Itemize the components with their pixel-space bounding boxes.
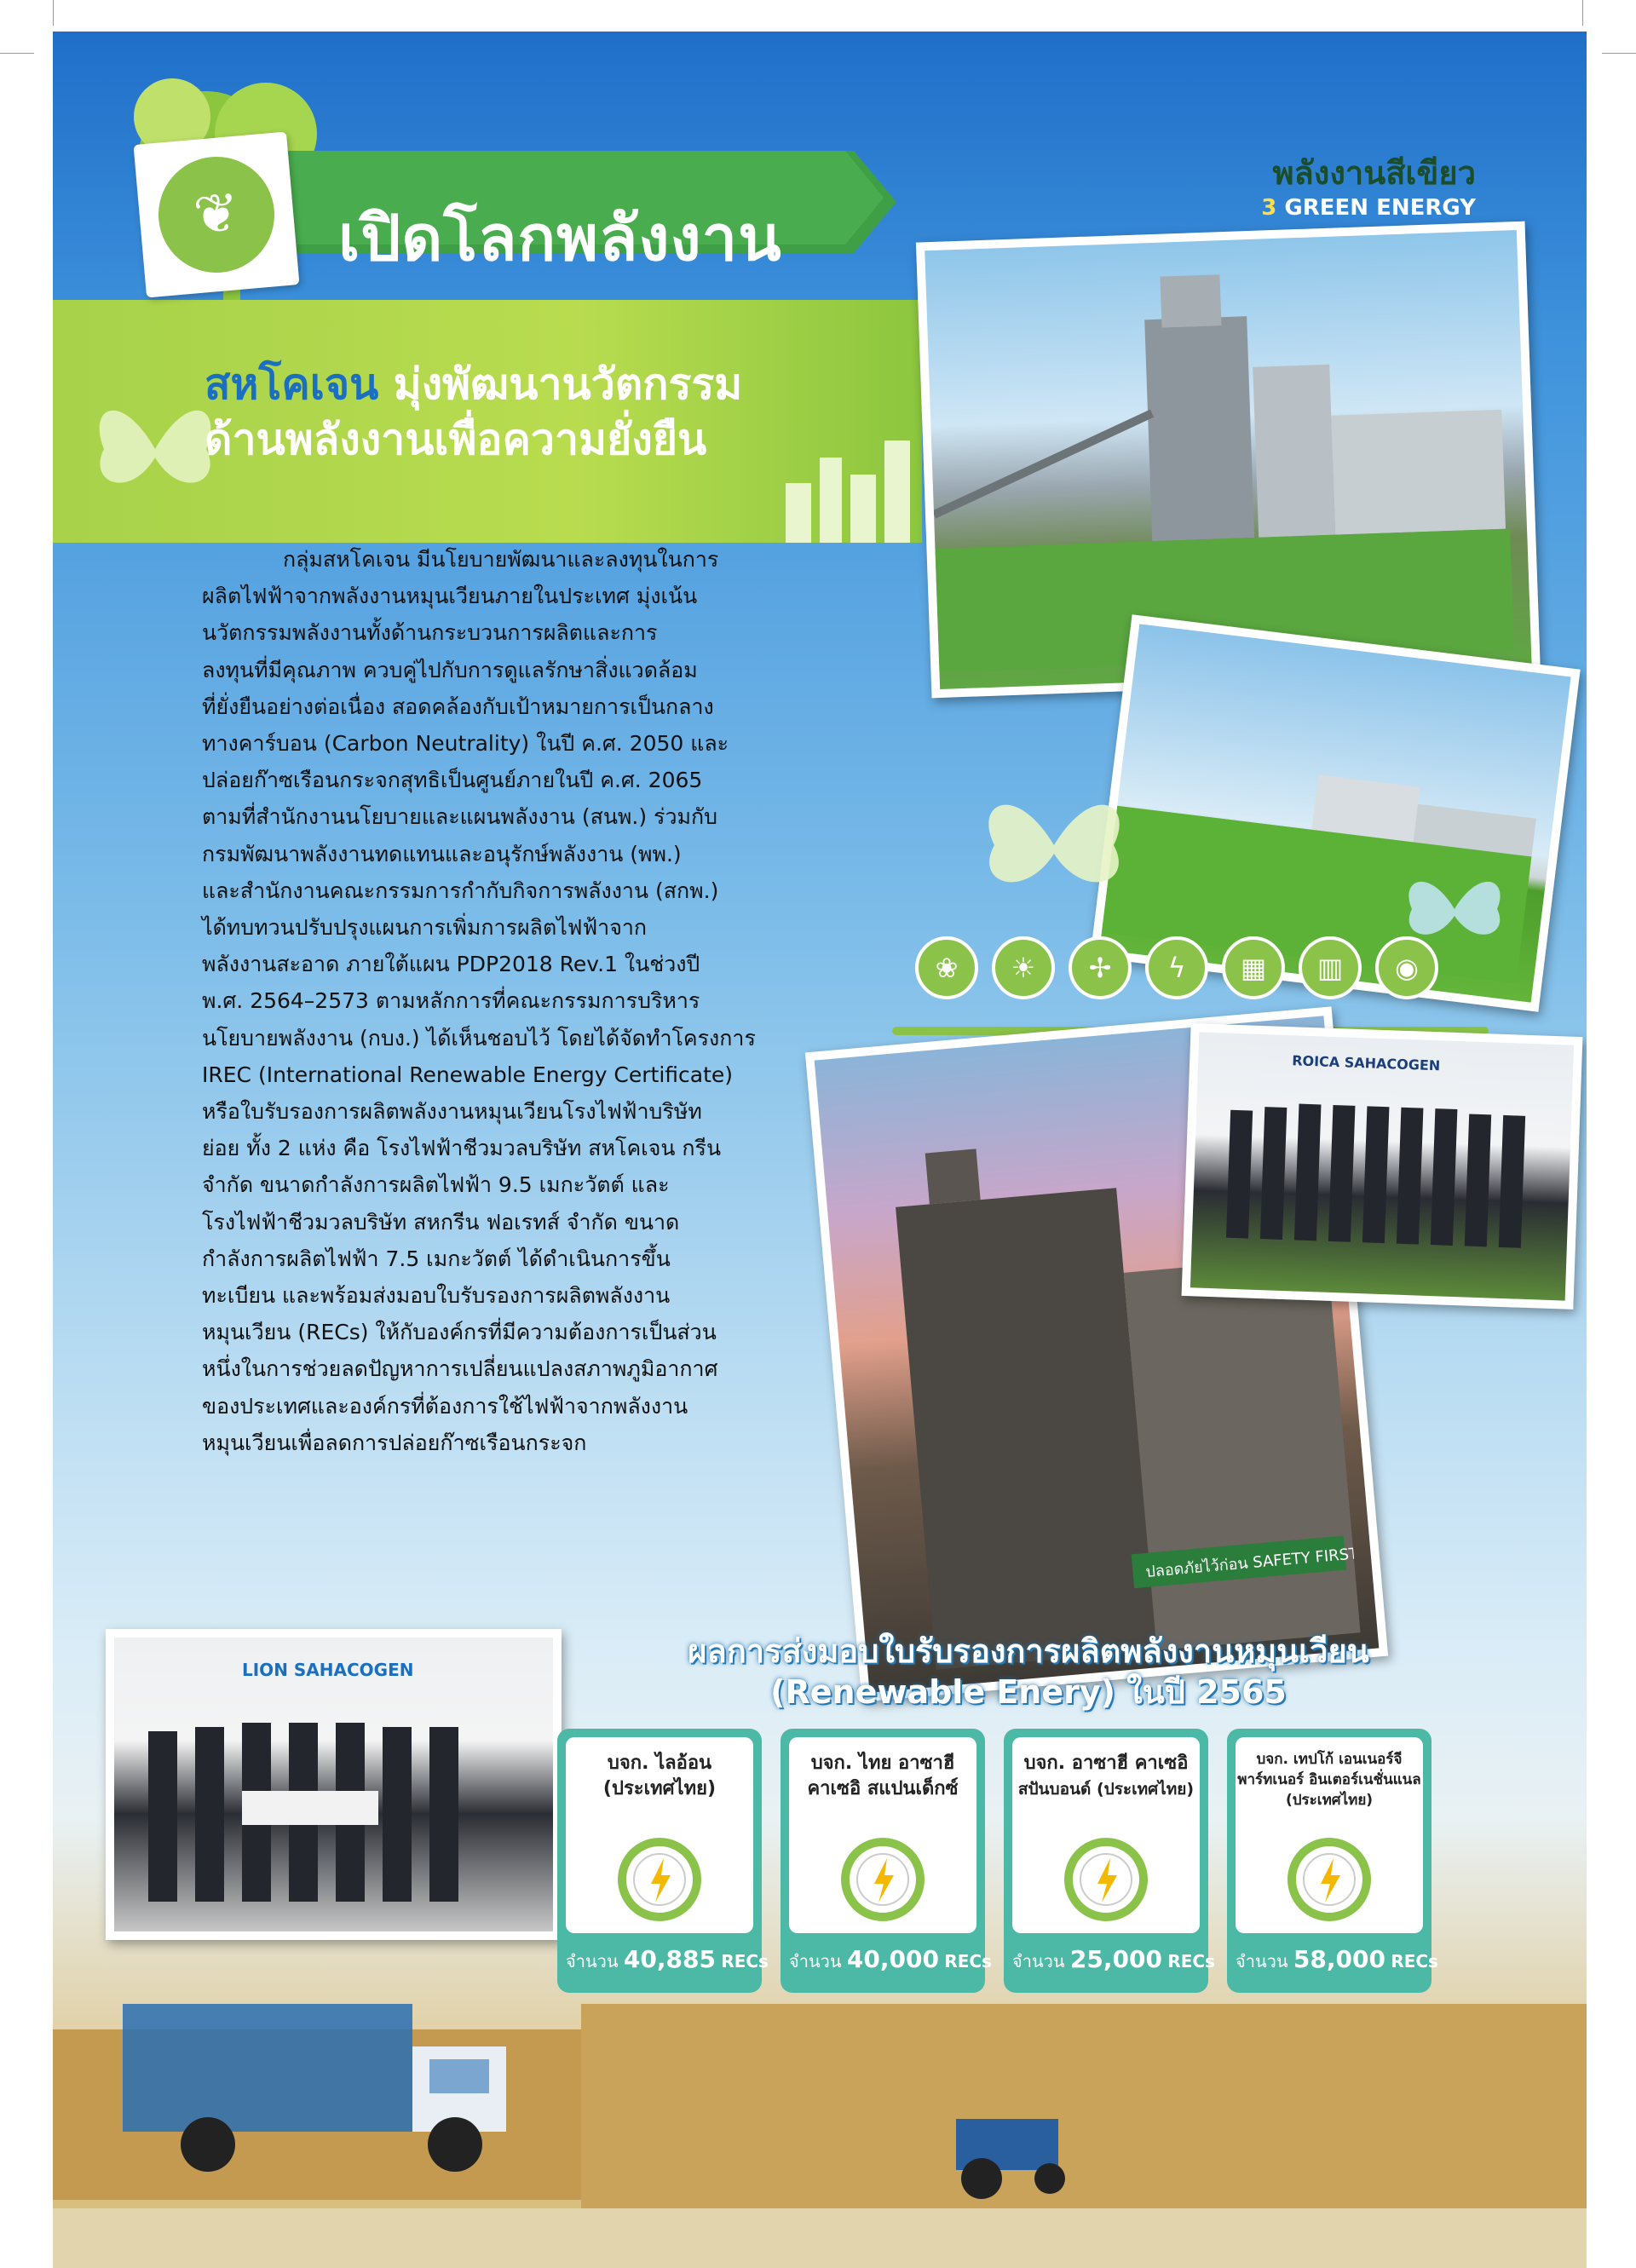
truck-illustration bbox=[106, 1953, 634, 2208]
headline-line-2: ด้านพลังงานเพื่อความยั่งยืน bbox=[204, 415, 707, 464]
section-label bbox=[1161, 147, 1476, 221]
article-body bbox=[202, 541, 850, 1461]
body-line: และสำนักงานคณะกรรมการกำกับกิจการพลังงาน (สกพ.) bbox=[202, 878, 719, 903]
body-line: พลังงานสะอาด ภายใต้แผน PDP2018 Rev.1 ในช่วงปี bbox=[202, 952, 700, 977]
sun-icon: ☀ bbox=[992, 936, 1055, 999]
rec-count: จำนวน 40,000 RECs bbox=[789, 1945, 992, 1973]
renewable-energy-icon bbox=[613, 1833, 706, 1926]
body-line: ปล่อยก๊าซเรือนกระจกสุทธิเป็นศูนย์ภายในปี ค.ศ. 2065 bbox=[202, 768, 703, 793]
brand-name: สหโคเจน bbox=[204, 360, 379, 409]
results-title-line-1: ผลการส่งมอบใบรับรองการผลิตพลังงานหมุนเวียน bbox=[688, 1632, 1369, 1670]
section-title-en: 3 GREEN ENERGY bbox=[1261, 195, 1476, 221]
section-logo bbox=[133, 131, 299, 297]
crop-mark bbox=[1602, 53, 1636, 54]
company-name: บจก. ไลอ้อน (ประเทศไทย) bbox=[602, 1753, 717, 1799]
crop-mark bbox=[53, 0, 54, 26]
body-line: กลุ่มสหโคเจน มีนโยบายพัฒนาและลงทุนในการ bbox=[283, 547, 719, 572]
tractor-illustration bbox=[930, 2076, 1101, 2204]
body-line: หมุนเวียนเพื่อลดการปล่อยก๊าซเรือนกระจก bbox=[202, 1430, 587, 1455]
body-line: ที่ยั่งยืนอย่างต่อเนื่อง สอดคล้องกับเป้าหมายการเป็นกลาง bbox=[202, 694, 714, 719]
body-line: ได้ทบทวนปรับปรุงแผนการเพิ่มการผลิตไฟฟ้าจาก bbox=[202, 915, 648, 941]
solar-panel-icon: ▦ bbox=[1222, 936, 1285, 999]
body-line: IREC (International Renewable Energy Certificate) bbox=[202, 1062, 734, 1087]
body-line: หรือใบรับรองการผลิตพลังงานหมุนเวียนโรงไฟฟ้าบริษัท bbox=[202, 1099, 702, 1125]
company-name: บจก. เทปโก้ เอนเนอร์จี พาร์ทเนอร์ อินเตอร์เนชั่นแนล (ประเทศไทย) bbox=[1237, 1751, 1421, 1809]
safety-sign: ปลอดภัยไว้ก่อน SAFETY FIRST bbox=[1144, 1545, 1359, 1581]
body-line: ย่อย ทั้ง 2 แห่ง คือ โรงไฟฟ้าชีวมวลบริษัท สหโคเจน กรีน bbox=[202, 1136, 722, 1161]
body-line: พ.ศ. 2564–2573 ตามหลักการที่คณะกรรมการบริหาร bbox=[202, 988, 700, 1014]
body-line: กำลังการผลิตไฟฟ้า 7.5 เมกะวัตต์ ได้ดำเนินการขึ้น bbox=[202, 1246, 671, 1271]
company-name: บจก. อาซาฮี คาเซอิ สปันบอนด์ (ประเทศไทย) bbox=[1017, 1753, 1195, 1799]
results-title-line-2: (Renewable Enery) ในปี 2565 bbox=[770, 1673, 1287, 1711]
rec-count: จำนวน 25,000 RECs bbox=[1012, 1945, 1215, 1973]
renewable-energy-icon bbox=[1059, 1833, 1153, 1926]
headline-text: มุ่งพัฒนานวัตกรรม bbox=[393, 360, 743, 409]
renewable-energy-icon bbox=[836, 1833, 930, 1926]
biomass-icon: ❀ bbox=[915, 936, 978, 999]
body-line: หนึ่งในการช่วยลดปัญหาการเปลี่ยนแปลงสภาพภูมิอากาศ bbox=[202, 1356, 718, 1382]
crop-mark bbox=[0, 53, 34, 54]
leaf-plant-icon: ❦ bbox=[153, 152, 279, 277]
rec-count: จำนวน 40,885 RECs bbox=[566, 1945, 769, 1973]
lion-ceremony-photo bbox=[106, 1629, 562, 1940]
magazine-page bbox=[53, 32, 1587, 2268]
signing-ceremony-photo bbox=[1182, 1023, 1583, 1310]
body-line: กรมพัฒนาพลังงานทดแทนและอนุรักษ์พลังงาน (พพ.) bbox=[202, 841, 682, 866]
company-name: บจก. ไทย อาซาฮี คาเซอิ สแปนเด็กซ์ bbox=[807, 1753, 959, 1799]
body-line: จำกัด ขนาดกำลังการผลิตไฟฟ้า 9.5 เมกะวัตต์ และ bbox=[202, 1172, 670, 1198]
body-line: โรงไฟฟ้าชีวมวลบริษัท สหกรีน ฟอเรทส์ จำกัด ขนาด bbox=[202, 1209, 680, 1235]
partner-logos: LION SAHACOGEN bbox=[242, 1660, 414, 1680]
body-line: ผลิตไฟฟ้าจากพลังงานหมุนเวียนภายในประเทศ มุ่งเน้น bbox=[202, 584, 698, 609]
rec-count: จำนวน 58,000 RECs bbox=[1236, 1945, 1438, 1973]
body-line: ตามที่สำนักงานนโยบายและแผนพลังงาน (สนพ.) ร่วมกับ bbox=[202, 804, 717, 830]
body-line: ของประเทศและองค์กรที่ต้องการใช้ไฟฟ้าจากพลังงาน bbox=[202, 1393, 688, 1419]
renewable-energy-icon bbox=[1282, 1833, 1376, 1926]
butterfly-icon bbox=[87, 389, 223, 509]
butterfly-icon bbox=[973, 781, 1135, 909]
lightning-icon: ϟ bbox=[1145, 936, 1208, 999]
body-line: นโยบายพลังงาน (กบง.) ได้เห็นชอบไว้ โดยได้จัดทำโครงการ bbox=[202, 1025, 756, 1051]
body-line: ทางคาร์บอน (Carbon Neutrality) ในปี ค.ศ. 2050 และ bbox=[202, 731, 729, 757]
wind-turbine-icon: ✢ bbox=[1069, 936, 1132, 999]
water-drop-icon: ◉ bbox=[1375, 936, 1438, 999]
banner-title: เปิดโลกพลังงาน bbox=[338, 202, 782, 275]
body-line: นวัตกรรมพลังงานทั้งด้านกระบวนการผลิตและการ bbox=[202, 620, 658, 646]
section-title-th: พลังงานสีเขียว bbox=[1272, 154, 1476, 192]
crop-mark bbox=[1582, 0, 1583, 26]
factory-icon: ▥ bbox=[1299, 936, 1362, 999]
partner-logos: ROICA SAHACOGEN bbox=[1291, 1052, 1441, 1074]
body-line: ทะเบียน และพร้อมส่งมอบใบรับรองการผลิตพลังงาน bbox=[202, 1283, 671, 1309]
city-silhouette-icon bbox=[777, 423, 922, 543]
body-line: ลงทุนที่มีคุณภาพ ควบคู่ไปกับการดูแลรักษาสิ่งแวดล้อม bbox=[202, 657, 698, 682]
body-line: หมุนเวียน (RECs) ให้กับองค์กรที่มีความต้องการเป็นส่วน bbox=[202, 1320, 717, 1345]
results-title bbox=[598, 1631, 1459, 1713]
